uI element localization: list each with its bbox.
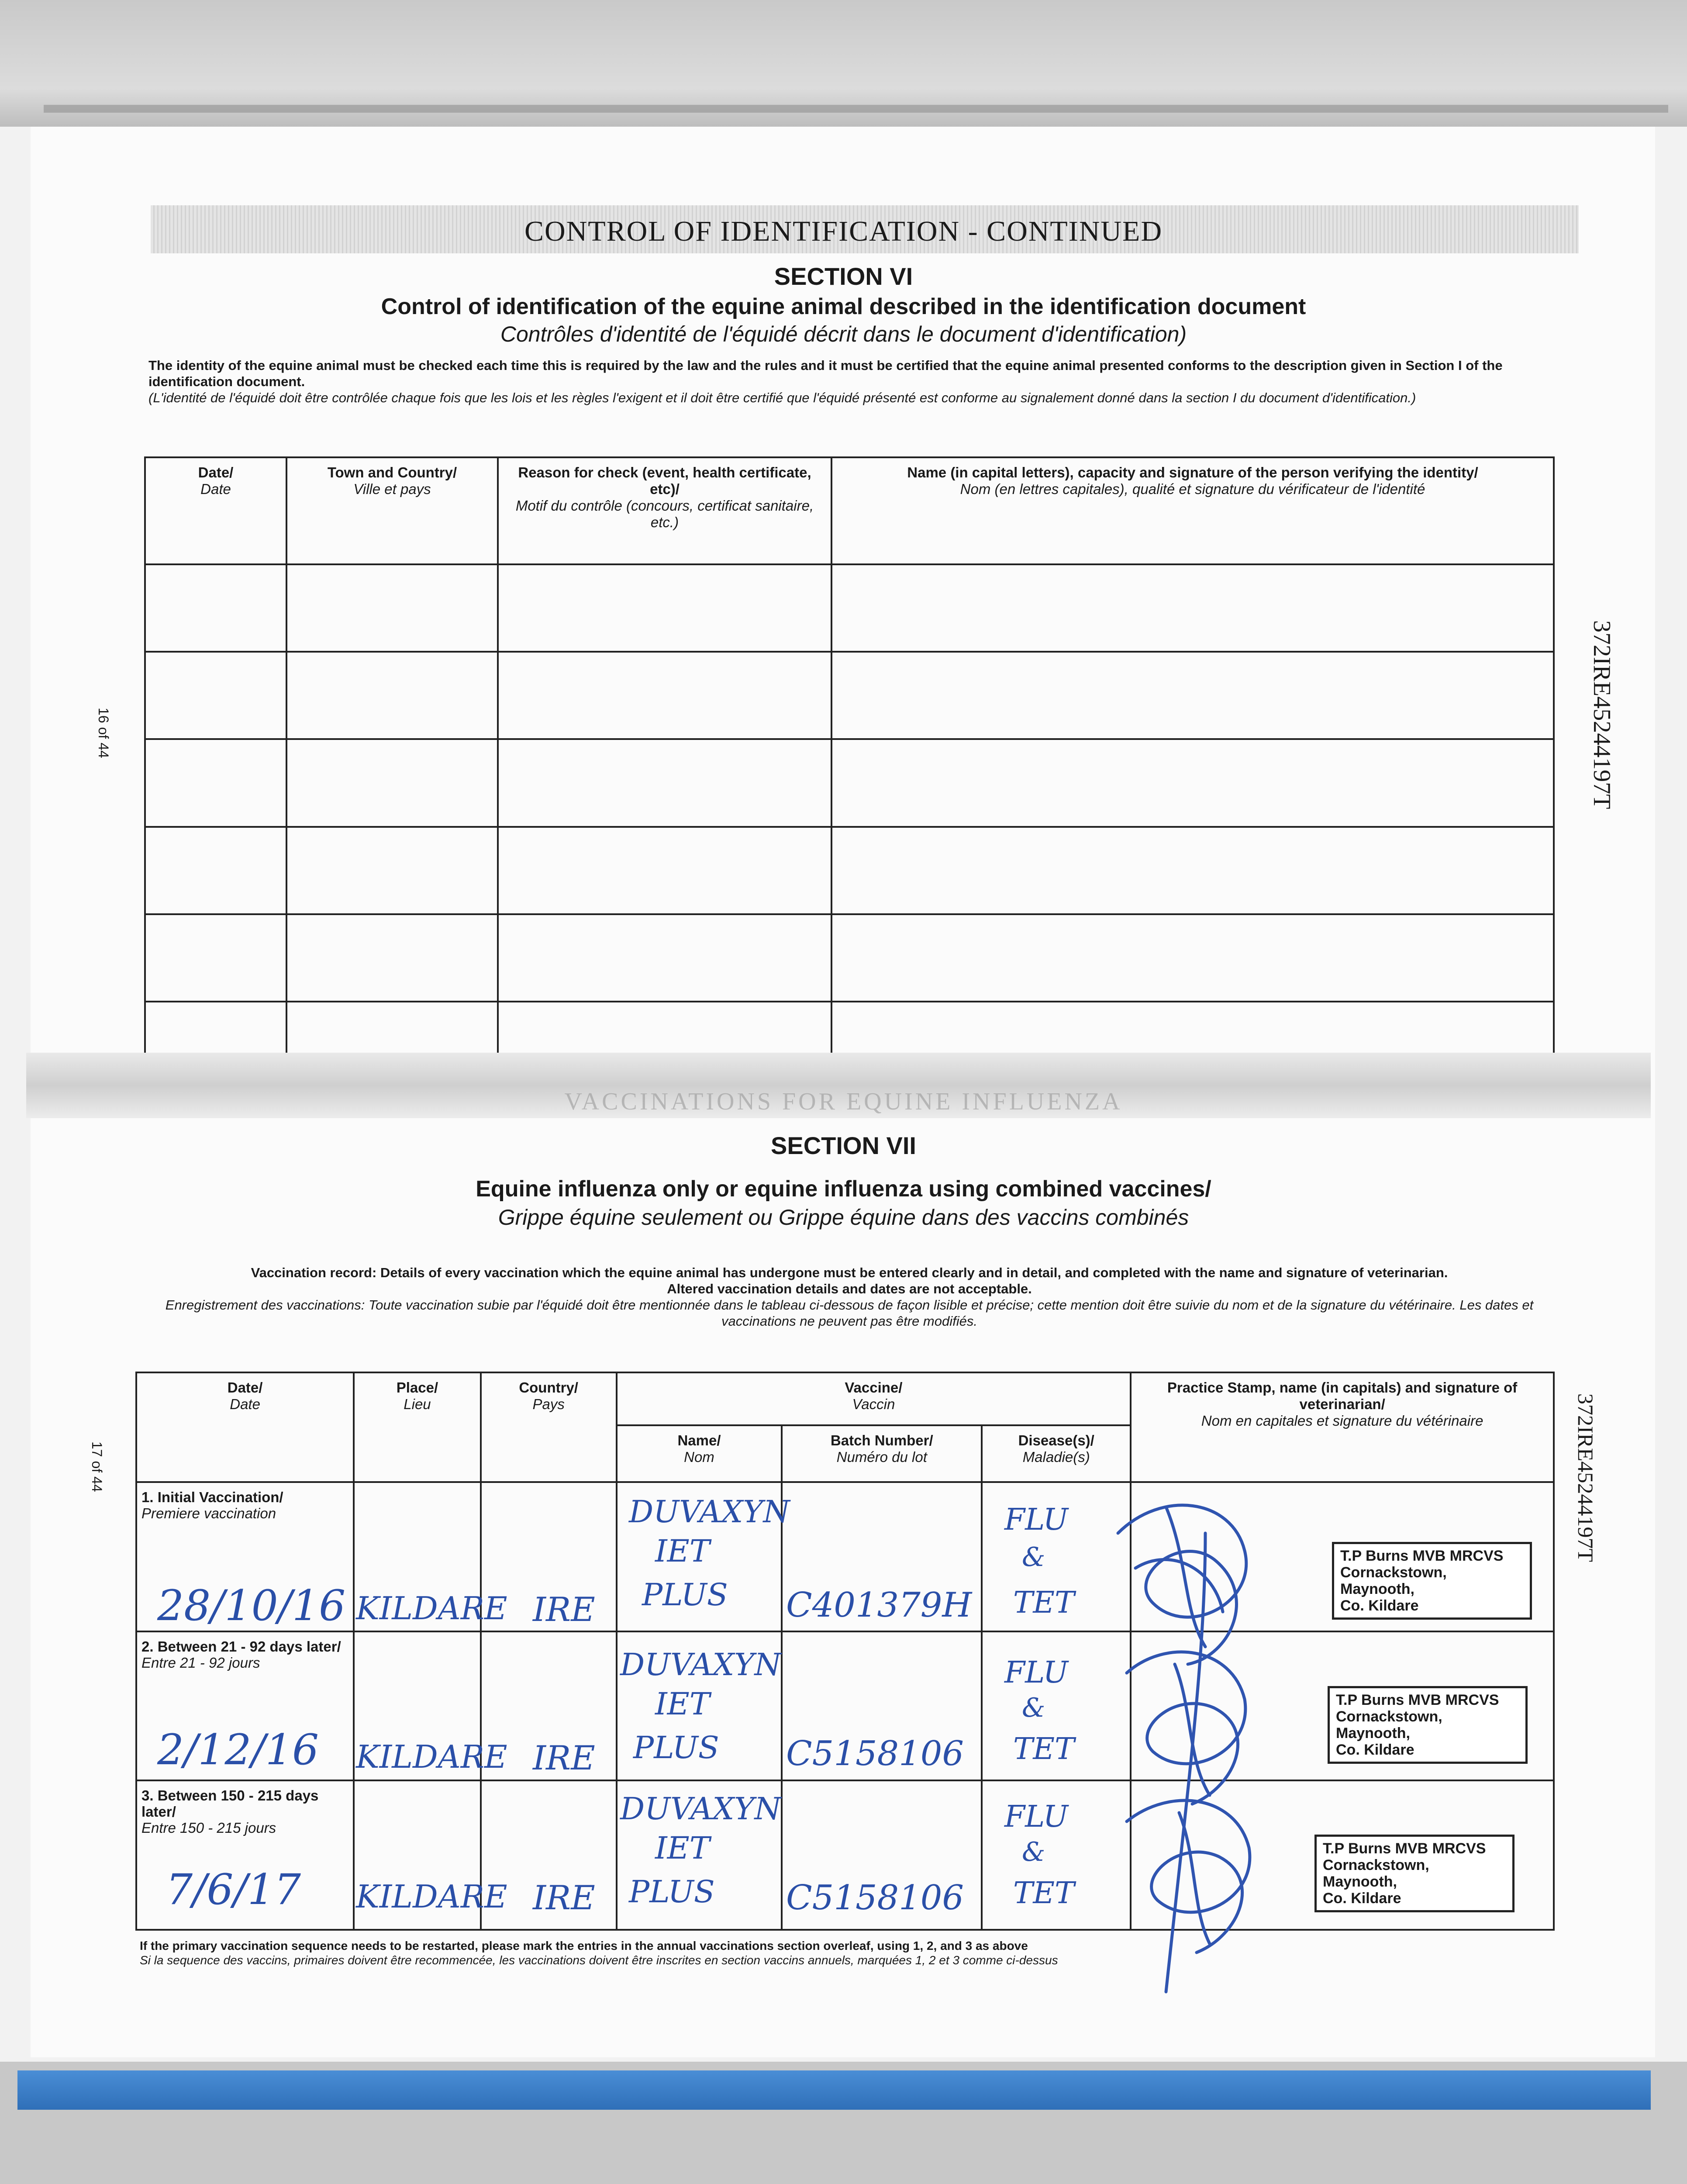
row2-date: 2/12/16: [157, 1725, 319, 1774]
section7-note-en: Vaccination record: Details of every vaccination which the equine animal has undergone must be entered clearly and in detail, and completed with the name and signature of veterinarian.: [251, 1265, 1448, 1280]
col-vaccine-name: Name/ Nom: [617, 1425, 782, 1482]
section7-note-fr: Enregistrement des vaccinations: Toute vaccination subie par l'équidé doit être mentionnée dans le tableau ci-dessous de façon lisible et précise; cette mention doit être suivie du nom et de la signature du vétérinaire. Les dates et vaccinations ne peuvent pas être modifiés.: [165, 1297, 1534, 1329]
row3-disease-line1: FLU: [1004, 1800, 1068, 1834]
col-vacc-date: Date/ Date: [136, 1372, 354, 1482]
row2-vaccine-line2: IET: [655, 1686, 710, 1722]
section7-label: SECTION VII: [771, 1132, 916, 1159]
section6-note-fr: (L'identité de l'équidé doit être contrôlée chaque fois que les lois et les règles l'exigent et il doit être certifié que l'équidé présenté est conforme au signalement donné dans la section I du document d'identification.): [148, 390, 1416, 405]
page-number-16: 16 of 44: [96, 708, 111, 758]
row2-vaccine-line1: DUVAXYN: [620, 1647, 781, 1683]
row3-vaccine-line3: PLUS: [629, 1874, 715, 1910]
footer-fr: Si la sequence des vaccins, primaires doivent être recommencée, les vaccinations doivent être inscrites en section vaccins annuels, marquées 1, 2 et 3 comme ci-dessus: [140, 1953, 1058, 1967]
practice-stamp-3: T.P Burns MVB MRCVS Cornackstown, Maynooth, Co. Kildare: [1314, 1835, 1515, 1912]
row3-disease-line3: TET: [1013, 1876, 1075, 1911]
row3-label: 3. Between 150 - 215 days later/ Entre 150 - 215 jours: [136, 1780, 354, 1930]
row3-date: 7/6/17: [166, 1865, 301, 1914]
section6-heading-en: Control of identification of the equine animal described in the identification document: [381, 294, 1306, 319]
row2-vaccine-line3: PLUS: [633, 1730, 719, 1766]
row2-place: KILDARE: [356, 1738, 507, 1775]
section7-footer: [140, 1939, 1058, 1967]
row3-country: IRE: [533, 1878, 595, 1917]
table-row: [145, 914, 1554, 1002]
row1-vaccine-line2: IET: [655, 1533, 710, 1569]
col-verifier: Name (in capital letters), capacity and signature of the person verifying the identity/ Nom (en lettres capitales), qualité et signature du vérificateur de l'identité: [831, 457, 1554, 564]
row1-disease-line2: &: [1022, 1542, 1045, 1572]
section7-note: [144, 1265, 1555, 1329]
row3-disease-line2: &: [1022, 1837, 1045, 1867]
blue-cover-edge: [17, 2070, 1651, 2110]
row2-label: 2. Between 21 - 92 days later/ Entre 21 - 92 jours: [136, 1631, 354, 1781]
row2-country: IRE: [533, 1738, 595, 1777]
scan-edge-shadow: [44, 105, 1668, 113]
table-row: [145, 739, 1554, 826]
col-reason: Reason for check (event, health certificate, etc)/ Motif du contrôle (concours, certificat sanitaire, etc.): [498, 457, 831, 564]
col-vaccine: Vaccine/ Vaccin: [617, 1372, 1131, 1425]
page-number-17: 17 of 44: [89, 1441, 105, 1492]
row3-vaccine-line2: IET: [655, 1830, 710, 1866]
row3-vaccine-line1: DUVAXYN: [620, 1791, 781, 1827]
col-practice-stamp: Practice Stamp, name (in capitals) and signature of veterinarian/ Nom en capitales et signature du vétérinaire: [1131, 1372, 1554, 1482]
section7-heading-fr: Grippe équine seulement ou Grippe équine dans des vaccins combinés: [498, 1205, 1189, 1230]
col-town-country: Town and Country/ Ville et pays: [286, 457, 498, 564]
signature-strokes: [1118, 1505, 1250, 1992]
col-batch-number: Batch Number/ Numéro du lot: [782, 1425, 982, 1482]
table-row: [145, 652, 1554, 739]
col-vacc-place: Place/ Lieu: [354, 1372, 480, 1482]
veterinarian-signature: [1101, 1481, 1328, 1996]
passport-number-bottom: 372IRE45244197T: [1573, 1393, 1598, 1562]
table-row: [145, 827, 1554, 914]
col-disease: Disease(s)/ Maladie(s): [982, 1425, 1131, 1482]
row1-place: KILDARE: [356, 1590, 507, 1627]
row1-date: 28/10/16: [157, 1581, 346, 1630]
row1-disease-line1: FLU: [1004, 1503, 1068, 1537]
row1-vaccine-line3: PLUS: [642, 1577, 728, 1613]
section6-heading-fr: Contrôles d'identité de l'équidé décrit dans le document d'identification): [500, 322, 1187, 346]
row1-disease-line3: TET: [1013, 1586, 1075, 1620]
col-vacc-country: Country/ Pays: [481, 1372, 617, 1482]
practice-stamp-2: T.P Burns MVB MRCVS Cornackstown, Maynooth, Co. Kildare: [1328, 1686, 1528, 1764]
section7-heading-en: Equine influenza only or equine influenza using combined vaccines/: [476, 1176, 1211, 1202]
passport-number-top: 372IRE45244197T: [1588, 620, 1615, 809]
row2-batch: C5158106: [786, 1734, 964, 1773]
row1-vaccine-line1: DUVAXYN: [629, 1494, 790, 1530]
row2-disease-line2: &: [1022, 1693, 1045, 1723]
section7-banner: VACCINATIONS FOR EQUINE INFLUENZA: [564, 1088, 1123, 1115]
section6-note: [148, 357, 1546, 406]
row2-disease-line3: TET: [1013, 1732, 1075, 1766]
section6-note-en: The identity of the equine animal must be checked each time this is required by the law and the rules and it must be certified that the equine animal presented conforms to the description given in Section I of the identification document.: [148, 358, 1503, 389]
col-date: Date/ Date: [145, 457, 286, 564]
practice-stamp-1: T.P Burns MVB MRCVS Cornackstown, Maynooth, Co. Kildare: [1332, 1542, 1532, 1620]
section6-label: SECTION VI: [774, 263, 913, 290]
row2-disease-line1: FLU: [1004, 1655, 1068, 1690]
row1-label: 1. Initial Vaccination/ Premiere vaccination: [136, 1482, 354, 1631]
table-row: [145, 564, 1554, 652]
row1-country: IRE: [533, 1590, 595, 1629]
row1-batch: C401379H: [786, 1586, 972, 1625]
section6-banner: CONTROL OF IDENTIFICATION - CONTINUED: [524, 215, 1163, 247]
row3-batch: C5158106: [786, 1878, 964, 1918]
identity-check-table: [144, 456, 1555, 1068]
section7-note-en2: Altered vaccination details and dates are not acceptable.: [667, 1281, 1032, 1296]
footer-en: If the primary vaccination sequence needs to be restarted, please mark the entries in the annual vaccinations section overleaf, using 1, 2, and 3 as above: [140, 1939, 1028, 1952]
row3-place: KILDARE: [356, 1878, 507, 1915]
